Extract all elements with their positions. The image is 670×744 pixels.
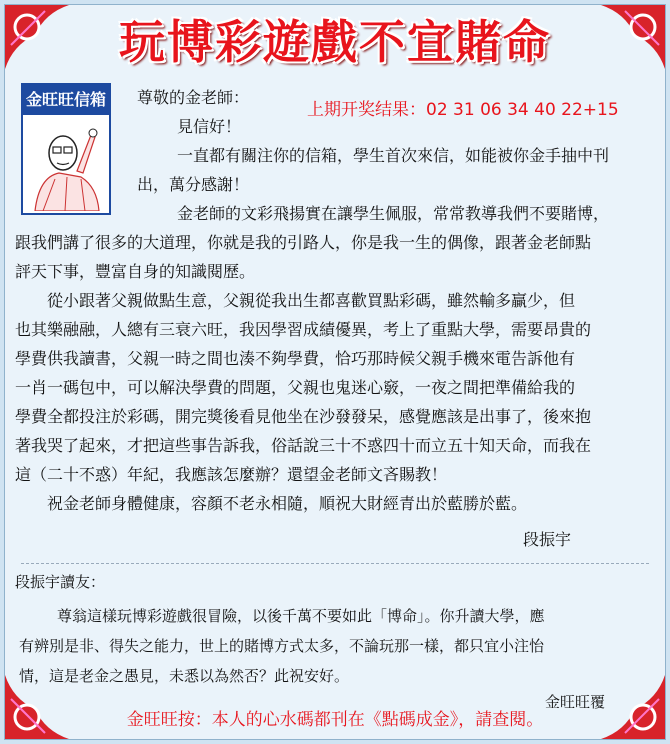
page-title: 玩博彩遊戲不宜賭命 — [119, 15, 551, 69]
reply-salutation: 段振宇讀友： — [15, 573, 106, 591]
page-frame — [4, 4, 666, 740]
draw-result: 上期开奖结果：02 31 06 34 40 22+15 — [307, 100, 619, 120]
reply-signature: 金旺旺覆 — [545, 693, 606, 711]
teacher-illustration-icon — [25, 117, 107, 211]
letter-line: 祝金老師身體健康，容顏不老永相隨，順祝大財經青出於藍勝於藍。 — [47, 494, 528, 513]
letter-line: 出，萬分感謝！ — [137, 175, 250, 194]
letter-line: 學費全都投注於彩碼，開完獎後看見他坐在沙發發呆，感覺應該是出事了，後來抱 — [15, 407, 592, 426]
corner-ornament-icon — [5, 5, 69, 69]
letter-line: 金老師的文彩飛揚實在讓學生佩服，常常教導我們不要賭博， — [177, 204, 610, 223]
letter-line: 這（二十不惑）年紀，我應該怎麼辦？還望金老師文吝賜教！ — [15, 465, 448, 484]
corner-ornament-icon — [601, 5, 665, 69]
reply-line: 尊翁這樣玩博彩遊戲很冒險，以後千萬不要如此「博命」。你升讀大學，應 — [57, 607, 545, 625]
reply-line: 有辨別是非、得失之能力，世上的賭博方式太多，不論玩那一樣，都只宜小注怡 — [19, 637, 545, 655]
letter-line: 也其樂融融，人總有三衰六旺，我因學習成績優異，考上了重點大學，需要昂貴的 — [15, 320, 592, 339]
letter-greeting: 見信好！ — [177, 117, 242, 136]
letter-line: 著我哭了起來，才把這些事告訴我，俗話說三十不惑四十而立五十知天命，而我在 — [15, 436, 592, 455]
column-badge-label: 金旺旺信箱 — [23, 85, 109, 115]
letter-salutation: 尊敬的金老師： — [137, 88, 250, 107]
letter-line: 評天下事，豐富自身的知識閱歷。 — [15, 262, 256, 281]
letter-signature: 段振宇 — [523, 530, 572, 549]
letter-line: 一直都有關注你的信箱，學生首次來信，如能被你金手抽中刊 — [177, 146, 610, 165]
letter-line: 從小跟著父親做點生意，父親從我出生都喜歡買點彩碼，雖然輸多贏少，但 — [47, 291, 576, 310]
section-divider — [21, 563, 649, 564]
column-badge — [21, 83, 111, 215]
reply-line: 情，這是老金之愚見，未悉以為然否？此祝安好。 — [19, 667, 350, 685]
letter-line: 學費供我讀書，父親一時之間也湊不夠學費，恰巧那時候父親手機來電告訴他有 — [15, 349, 576, 368]
footer-note: 金旺旺按：本人的心水碼都刊在《點碼成金》，請查閱。 — [126, 710, 544, 730]
letter-line: 一肖一碼包中，可以解決學費的問題，父親也鬼迷心竅，一夜之間把準備給我的 — [15, 378, 576, 397]
letter-line: 跟我們講了很多的大道理，你就是我的引路人，你是我一生的偶像，跟著金老師點 — [15, 233, 592, 252]
